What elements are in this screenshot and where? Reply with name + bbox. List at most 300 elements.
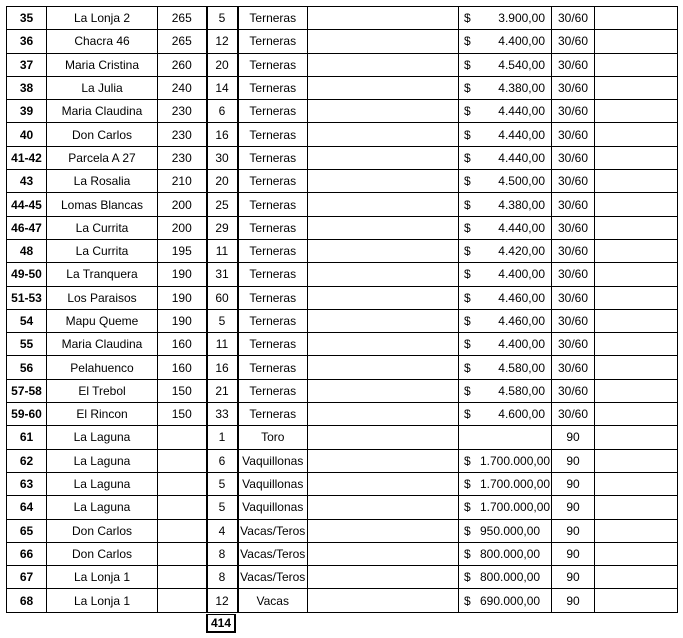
category-cell: Terneras	[238, 216, 308, 239]
seller-name-cell: La Currita	[47, 216, 158, 239]
category-cell: Terneras	[238, 286, 308, 309]
empty-cell	[308, 239, 459, 262]
seller-name-cell: Los Paraisos	[47, 286, 158, 309]
price-cell	[459, 53, 552, 76]
lot-number-cell: 59-60	[7, 403, 47, 426]
table-row	[7, 426, 678, 449]
lot-number-cell: 65	[7, 519, 47, 542]
seller-name-cell: Pelahuenco	[47, 356, 158, 379]
lot-number-cell: 63	[7, 472, 47, 495]
empty-cell	[595, 426, 678, 449]
table-row	[7, 170, 678, 193]
seller-name-cell: Maria Claudina	[47, 333, 158, 356]
weight-cell: 150	[158, 403, 207, 426]
currency-symbol: $	[464, 220, 471, 235]
table-row	[7, 30, 678, 53]
empty-cell	[595, 123, 678, 146]
table-row	[7, 566, 678, 589]
table-row	[7, 379, 678, 402]
category-cell: Vacas/Teros	[238, 566, 308, 589]
price-cell	[459, 30, 552, 53]
payment-terms-cell: 90	[552, 566, 595, 589]
table-row	[7, 449, 678, 472]
lot-number-cell: 36	[7, 30, 47, 53]
seller-name-cell: La Laguna	[47, 496, 158, 519]
seller-name-cell: El Trebol	[47, 379, 158, 402]
head-count-cell: 6	[207, 100, 238, 123]
seller-name-cell: La Tranquera	[47, 263, 158, 286]
empty-cell	[308, 263, 459, 286]
empty-cell	[308, 309, 459, 332]
empty-cell	[308, 53, 459, 76]
empty-cell	[308, 449, 459, 472]
head-count-cell: 16	[207, 123, 238, 146]
currency-symbol: $	[464, 127, 471, 142]
head-count-cell: 12	[207, 30, 238, 53]
head-count-cell: 30	[207, 146, 238, 169]
table-row	[7, 589, 678, 612]
table-row	[7, 146, 678, 169]
currency-symbol: $	[464, 523, 471, 538]
price-cell	[459, 286, 552, 309]
empty-cell	[308, 472, 459, 495]
price-amount: 690.000,00	[480, 593, 541, 608]
category-cell: Toro	[238, 426, 308, 449]
head-count-cell: 16	[207, 356, 238, 379]
payment-terms-cell: 90	[552, 589, 595, 612]
auction-lots-table	[6, 6, 678, 613]
currency-symbol: $	[464, 500, 471, 515]
empty-cell	[308, 30, 459, 53]
empty-cell	[595, 566, 678, 589]
price-amount: 4.420,00	[498, 244, 545, 259]
price-amount: 4.500,00	[498, 174, 545, 189]
head-count-cell: 11	[207, 239, 238, 262]
category-cell: Terneras	[238, 309, 308, 332]
payment-terms-cell: 90	[552, 426, 595, 449]
empty-cell	[595, 263, 678, 286]
lot-number-cell: 46-47	[7, 216, 47, 239]
price-amount: 4.460,00	[498, 290, 545, 305]
table-row	[7, 193, 678, 216]
seller-name-cell: Chacra 46	[47, 30, 158, 53]
weight-cell: 195	[158, 239, 207, 262]
category-cell: Terneras	[238, 170, 308, 193]
weight-cell: 200	[158, 216, 207, 239]
payment-terms-cell: 90	[552, 519, 595, 542]
weight-cell	[158, 589, 207, 612]
weight-cell: 265	[158, 30, 207, 53]
price-amount: 4.400,00	[498, 267, 545, 282]
payment-terms-cell: 30/60	[552, 170, 595, 193]
price-cell	[459, 589, 552, 612]
empty-cell	[595, 519, 678, 542]
payment-terms-cell: 90	[552, 449, 595, 472]
weight-cell	[158, 426, 207, 449]
empty-cell	[595, 193, 678, 216]
empty-cell	[308, 426, 459, 449]
lot-number-cell: 38	[7, 76, 47, 99]
category-cell: Terneras	[238, 333, 308, 356]
lot-number-cell: 66	[7, 542, 47, 565]
total-quantity: 414	[206, 614, 236, 633]
head-count-cell: 5	[207, 7, 238, 30]
price-amount: 1.700.000,00	[480, 500, 551, 515]
currency-symbol: $	[464, 407, 471, 422]
category-cell: Terneras	[238, 76, 308, 99]
head-count-cell: 12	[207, 589, 238, 612]
head-count-cell: 20	[207, 170, 238, 193]
price-cell	[459, 426, 552, 449]
empty-cell	[595, 53, 678, 76]
empty-cell	[595, 589, 678, 612]
payment-terms-cell: 30/60	[552, 239, 595, 262]
lot-number-cell: 67	[7, 566, 47, 589]
price-cell	[459, 239, 552, 262]
category-cell: Terneras	[238, 403, 308, 426]
currency-symbol: $	[464, 477, 471, 492]
seller-name-cell: La Rosalia	[47, 170, 158, 193]
currency-symbol: $	[464, 150, 471, 165]
head-count-cell: 8	[207, 566, 238, 589]
price-cell	[459, 496, 552, 519]
price-amount: 3.900,00	[498, 11, 545, 26]
weight-cell	[158, 496, 207, 519]
seller-name-cell: La Laguna	[47, 472, 158, 495]
lot-number-cell: 56	[7, 356, 47, 379]
lot-number-cell: 61	[7, 426, 47, 449]
table-row	[7, 309, 678, 332]
weight-cell	[158, 449, 207, 472]
category-cell: Terneras	[238, 123, 308, 146]
price-amount: 800.000,00	[480, 570, 541, 585]
empty-cell	[308, 193, 459, 216]
table-row	[7, 519, 678, 542]
empty-cell	[308, 403, 459, 426]
seller-name-cell: La Laguna	[47, 449, 158, 472]
price-cell	[459, 216, 552, 239]
seller-name-cell: Maria Cristina	[47, 53, 158, 76]
seller-name-cell: La Lonja 1	[47, 566, 158, 589]
category-cell: Vacas	[238, 589, 308, 612]
seller-name-cell: El Rincon	[47, 403, 158, 426]
head-count-cell: 8	[207, 542, 238, 565]
price-amount: 950.000,00	[480, 523, 541, 538]
category-cell: Terneras	[238, 100, 308, 123]
table-row	[7, 123, 678, 146]
weight-cell: 190	[158, 309, 207, 332]
weight-cell: 230	[158, 100, 207, 123]
table-row	[7, 263, 678, 286]
price-cell	[459, 170, 552, 193]
weight-cell: 190	[158, 286, 207, 309]
table-row	[7, 286, 678, 309]
empty-cell	[308, 100, 459, 123]
head-count-cell: 21	[207, 379, 238, 402]
empty-cell	[595, 146, 678, 169]
empty-cell	[595, 76, 678, 99]
payment-terms-cell: 90	[552, 472, 595, 495]
table-row	[7, 542, 678, 565]
table-row	[7, 403, 678, 426]
price-amount: 1.700.000,00	[480, 477, 551, 492]
empty-cell	[308, 542, 459, 565]
lot-number-cell: 37	[7, 53, 47, 76]
price-cell	[459, 566, 552, 589]
lot-number-cell: 62	[7, 449, 47, 472]
table-row	[7, 76, 678, 99]
price-cell	[459, 146, 552, 169]
seller-name-cell: Don Carlos	[47, 542, 158, 565]
payment-terms-cell: 30/60	[552, 30, 595, 53]
seller-name-cell: La Laguna	[47, 426, 158, 449]
lot-number-cell: 41-42	[7, 146, 47, 169]
price-cell	[459, 263, 552, 286]
weight-cell: 230	[158, 123, 207, 146]
table-body	[7, 7, 678, 613]
table-row	[7, 356, 678, 379]
weight-cell: 240	[158, 76, 207, 99]
price-amount: 4.440,00	[498, 127, 545, 142]
empty-cell	[595, 30, 678, 53]
weight-cell: 160	[158, 356, 207, 379]
price-amount: 4.440,00	[498, 104, 545, 119]
category-cell: Vaquillonas	[238, 449, 308, 472]
empty-cell	[308, 379, 459, 402]
payment-terms-cell: 30/60	[552, 403, 595, 426]
lot-number-cell: 40	[7, 123, 47, 146]
currency-symbol: $	[464, 267, 471, 282]
currency-symbol: $	[464, 34, 471, 49]
currency-symbol: $	[464, 174, 471, 189]
payment-terms-cell: 30/60	[552, 333, 595, 356]
head-count-cell: 29	[207, 216, 238, 239]
payment-terms-cell: 30/60	[552, 7, 595, 30]
lot-number-cell: 48	[7, 239, 47, 262]
table-row	[7, 7, 678, 30]
empty-cell	[595, 496, 678, 519]
seller-name-cell: Don Carlos	[47, 519, 158, 542]
empty-cell	[308, 496, 459, 519]
empty-cell	[595, 216, 678, 239]
empty-cell	[308, 566, 459, 589]
lot-number-cell: 54	[7, 309, 47, 332]
empty-cell	[595, 286, 678, 309]
seller-name-cell: Lomas Blancas	[47, 193, 158, 216]
payment-terms-cell: 30/60	[552, 309, 595, 332]
table-row	[7, 53, 678, 76]
category-cell: Vaquillonas	[238, 472, 308, 495]
price-cell	[459, 519, 552, 542]
empty-cell	[595, 239, 678, 262]
category-cell: Vaquillonas	[238, 496, 308, 519]
weight-cell: 160	[158, 333, 207, 356]
currency-symbol: $	[464, 104, 471, 119]
category-cell: Terneras	[238, 193, 308, 216]
price-cell	[459, 100, 552, 123]
seller-name-cell: La Julia	[47, 76, 158, 99]
price-cell	[459, 333, 552, 356]
price-cell	[459, 356, 552, 379]
payment-terms-cell: 30/60	[552, 146, 595, 169]
currency-symbol: $	[464, 337, 471, 352]
head-count-cell: 4	[207, 519, 238, 542]
lot-number-cell: 35	[7, 7, 47, 30]
category-cell: Terneras	[238, 146, 308, 169]
payment-terms-cell: 30/60	[552, 286, 595, 309]
category-cell: Terneras	[238, 7, 308, 30]
empty-cell	[308, 7, 459, 30]
head-count-cell: 60	[207, 286, 238, 309]
empty-cell	[308, 286, 459, 309]
category-cell: Vacas/Teros	[238, 542, 308, 565]
weight-cell: 210	[158, 170, 207, 193]
payment-terms-cell: 30/60	[552, 100, 595, 123]
price-cell	[459, 7, 552, 30]
currency-symbol: $	[464, 244, 471, 259]
lot-number-cell: 43	[7, 170, 47, 193]
lot-number-cell: 51-53	[7, 286, 47, 309]
category-cell: Vacas/Teros	[238, 519, 308, 542]
empty-cell	[308, 356, 459, 379]
head-count-cell: 1	[207, 426, 238, 449]
category-cell: Terneras	[238, 30, 308, 53]
head-count-cell: 5	[207, 496, 238, 519]
seller-name-cell: Maria Claudina	[47, 100, 158, 123]
seller-name-cell: Parcela A 27	[47, 146, 158, 169]
table-row	[7, 496, 678, 519]
lot-number-cell: 57-58	[7, 379, 47, 402]
head-count-cell: 20	[207, 53, 238, 76]
price-amount: 4.400,00	[498, 337, 545, 352]
price-cell	[459, 542, 552, 565]
currency-symbol: $	[464, 314, 471, 328]
price-amount: 4.400,00	[498, 34, 545, 49]
payment-terms-cell: 90	[552, 542, 595, 565]
empty-cell	[308, 146, 459, 169]
seller-name-cell: La Lonja 1	[47, 589, 158, 612]
empty-cell	[595, 309, 678, 332]
price-cell	[459, 403, 552, 426]
head-count-cell: 14	[207, 76, 238, 99]
price-cell	[459, 123, 552, 146]
price-amount: 4.440,00	[498, 220, 545, 235]
lot-number-cell: 68	[7, 589, 47, 612]
price-cell	[459, 379, 552, 402]
table-row	[7, 472, 678, 495]
table-row	[7, 216, 678, 239]
price-amount: 4.460,00	[498, 314, 545, 328]
category-cell: Terneras	[238, 239, 308, 262]
currency-symbol: $	[464, 81, 471, 96]
head-count-cell: 25	[207, 193, 238, 216]
empty-cell	[595, 403, 678, 426]
price-amount: 4.440,00	[498, 150, 545, 165]
empty-cell	[595, 449, 678, 472]
empty-cell	[595, 379, 678, 402]
head-count-cell: 5	[207, 309, 238, 332]
price-amount: 4.580,00	[498, 360, 545, 375]
head-count-cell: 5	[207, 472, 238, 495]
empty-cell	[308, 216, 459, 239]
price-cell	[459, 76, 552, 99]
seller-name-cell: La Lonja 2	[47, 7, 158, 30]
lot-number-cell: 44-45	[7, 193, 47, 216]
head-count-cell: 33	[207, 403, 238, 426]
category-cell: Terneras	[238, 356, 308, 379]
empty-cell	[595, 356, 678, 379]
lot-number-cell: 49-50	[7, 263, 47, 286]
payment-terms-cell: 30/60	[552, 379, 595, 402]
price-amount: 4.540,00	[498, 57, 545, 72]
empty-cell	[595, 7, 678, 30]
price-amount: 4.580,00	[498, 383, 545, 398]
empty-cell	[595, 100, 678, 123]
payment-terms-cell: 30/60	[552, 53, 595, 76]
empty-cell	[308, 519, 459, 542]
empty-cell	[308, 76, 459, 99]
price-amount: 4.380,00	[498, 81, 545, 96]
payment-terms-cell: 30/60	[552, 123, 595, 146]
payment-terms-cell: 90	[552, 496, 595, 519]
empty-cell	[595, 333, 678, 356]
lot-number-cell: 64	[7, 496, 47, 519]
currency-symbol: $	[464, 197, 471, 212]
weight-cell	[158, 542, 207, 565]
empty-cell	[308, 333, 459, 356]
payment-terms-cell: 30/60	[552, 216, 595, 239]
category-cell: Terneras	[238, 379, 308, 402]
payment-terms-cell: 30/60	[552, 76, 595, 99]
seller-name-cell: Mapu Queme	[47, 309, 158, 332]
table-row	[7, 239, 678, 262]
currency-symbol: $	[464, 546, 471, 561]
head-count-cell: 11	[207, 333, 238, 356]
price-amount: 4.380,00	[498, 197, 545, 212]
head-count-cell: 31	[207, 263, 238, 286]
currency-symbol: $	[464, 593, 471, 608]
payment-terms-cell: 30/60	[552, 263, 595, 286]
payment-terms-cell: 30/60	[552, 193, 595, 216]
price-cell	[459, 193, 552, 216]
weight-cell: 200	[158, 193, 207, 216]
lot-number-cell: 55	[7, 333, 47, 356]
empty-cell	[308, 589, 459, 612]
weight-cell	[158, 519, 207, 542]
table-row	[7, 333, 678, 356]
empty-cell	[595, 170, 678, 193]
currency-symbol: $	[464, 383, 471, 398]
currency-symbol: $	[464, 290, 471, 305]
weight-cell	[158, 566, 207, 589]
price-cell	[459, 472, 552, 495]
weight-cell: 260	[158, 53, 207, 76]
currency-symbol: $	[464, 11, 471, 26]
price-amount: 1.700.000,00	[480, 453, 551, 468]
currency-symbol: $	[464, 57, 471, 72]
empty-cell	[308, 123, 459, 146]
weight-cell	[158, 472, 207, 495]
head-count-cell: 6	[207, 449, 238, 472]
price-cell	[459, 309, 552, 332]
lot-number-cell: 39	[7, 100, 47, 123]
weight-cell: 190	[158, 263, 207, 286]
category-cell: Terneras	[238, 53, 308, 76]
price-cell	[459, 449, 552, 472]
currency-symbol: $	[464, 570, 471, 585]
price-amount: 800.000,00	[480, 546, 541, 561]
price-amount: 4.600,00	[498, 407, 545, 422]
